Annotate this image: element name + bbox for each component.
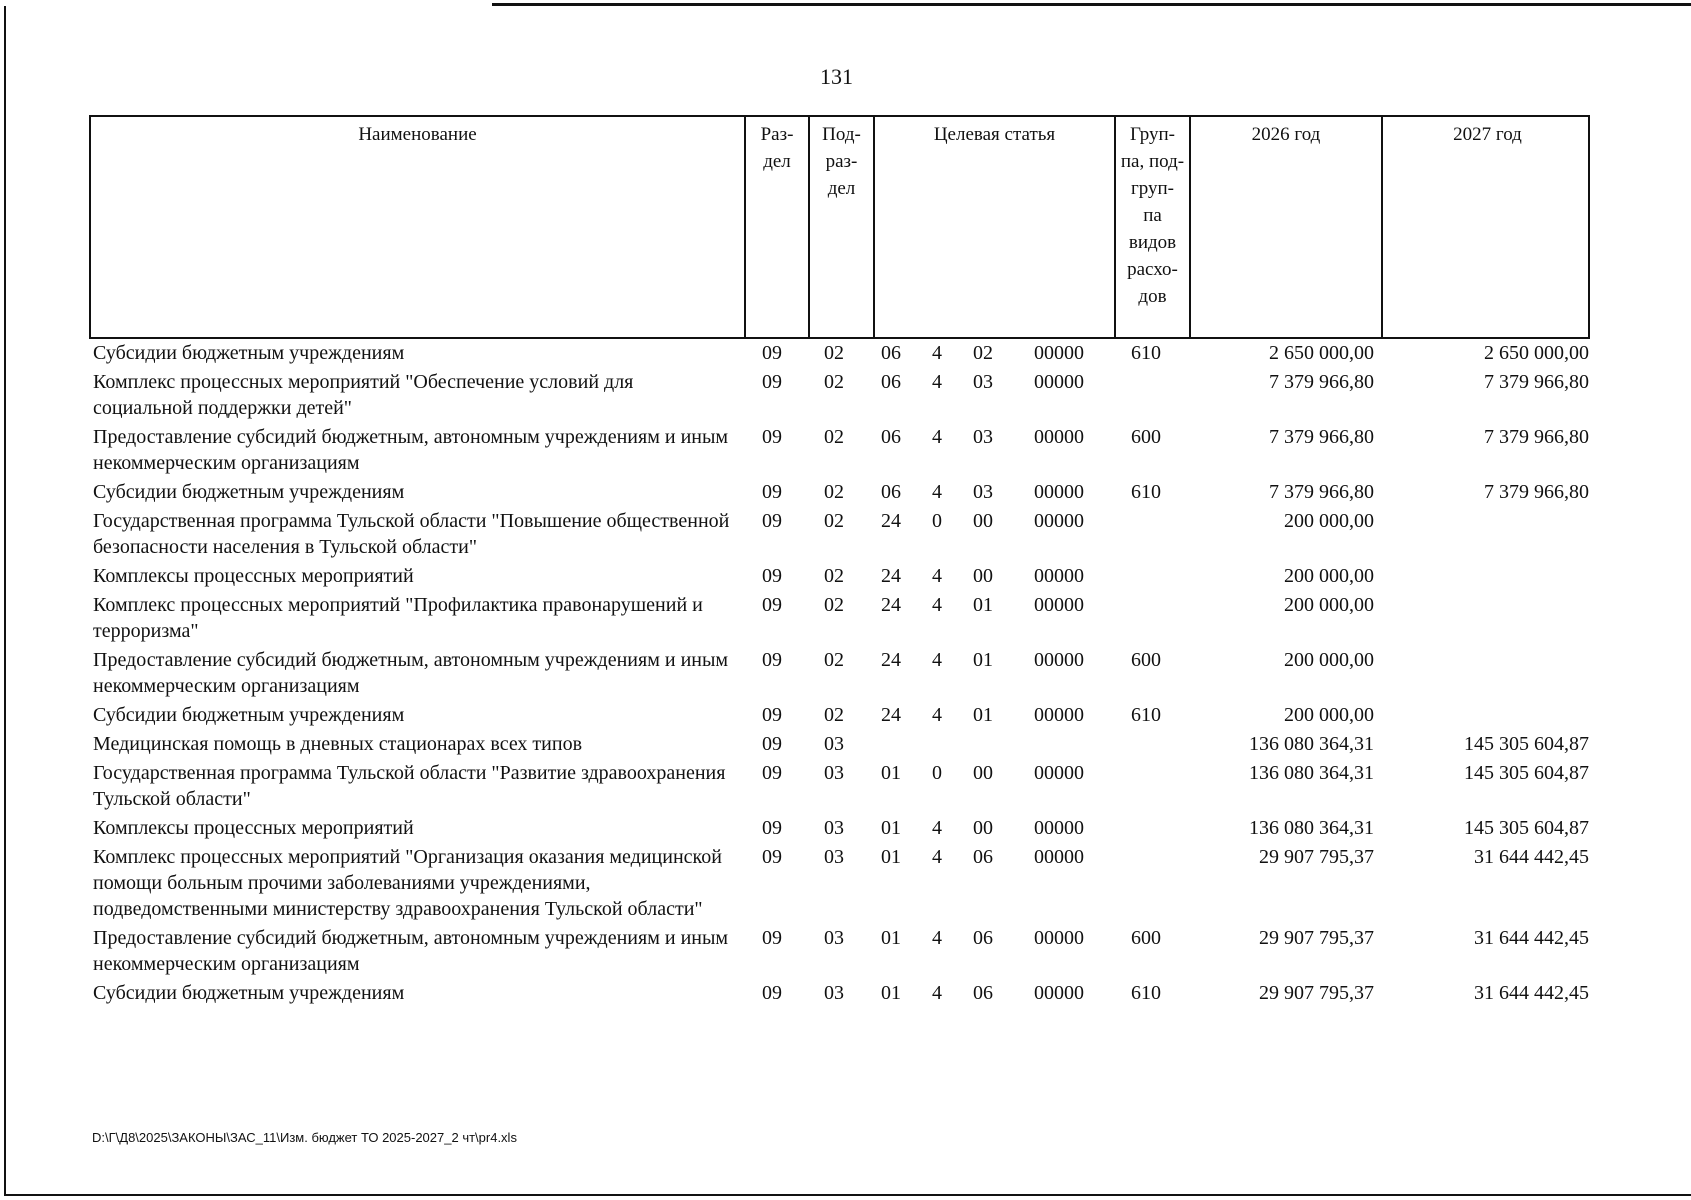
row-target-type: 4 [932,982,942,1004]
row-amount-2027: 7 379 966,80 [1484,426,1589,448]
row-target-program: 06 [881,371,901,393]
row-group: 600 [1131,927,1161,949]
row-name: Комплекс процессных мероприятий "Обеспечение условий для социальной поддержки детей" [93,371,634,419]
row-target-program: 01 [881,846,901,868]
footer-file-path: D:\Г\Д8\2025\ЗАКОНЫ\ЗАС_11\Изм. бюджет ТО 2025-2027_2 чт\pr4.xls [92,1130,517,1145]
row-target-program: 06 [881,481,901,503]
row-group: 610 [1131,704,1161,726]
row-razdel: 09 [762,704,782,726]
row-razdel: 09 [762,817,782,839]
row-amount-2026: 2 650 000,00 [1269,342,1374,364]
row-target-direction: 01 [973,594,993,616]
row-razdel: 09 [762,565,782,587]
row-target-type: 4 [932,371,942,393]
page-number: 131 [820,64,853,89]
row-amount-2027: 7 379 966,80 [1484,481,1589,503]
row-name: Комплекс процессных мероприятий "Организация оказания медицинской помощи больным прочими заболеваниями учреждениями, подведомственными министерству здравоохранения Тульской области" [93,846,722,920]
table-row [89,702,1590,731]
row-podrazdel: 03 [824,762,844,784]
row-target-code: 00000 [1034,594,1084,616]
row-razdel: 09 [762,982,782,1004]
row-amount-2026: 29 907 795,37 [1259,846,1374,868]
header-razdel: Раз- дел [744,117,808,337]
header-group: Груп- па, под- груп- па видов расхо- дов [1114,117,1189,337]
table-row [89,844,1590,925]
row-name: Субсидии бюджетным учреждениям [93,982,405,1004]
row-target-code: 00000 [1034,510,1084,532]
row-target-type: 4 [932,927,942,949]
row-target-code: 00000 [1034,371,1084,393]
table-row [89,479,1590,508]
row-target-direction: 01 [973,704,993,726]
row-amount-2027: 145 305 604,87 [1464,817,1589,839]
row-razdel: 09 [762,846,782,868]
row-target-type: 0 [932,762,942,784]
row-group: 610 [1131,481,1161,503]
header-year-2027: 2027 год [1381,117,1592,337]
row-target-code: 00000 [1034,704,1084,726]
row-amount-2026: 7 379 966,80 [1269,371,1374,393]
row-target-program: 24 [881,510,901,532]
row-razdel: 09 [762,927,782,949]
row-group: 610 [1131,982,1161,1004]
row-target-code: 00000 [1034,846,1084,868]
header-year-2026: 2026 год [1189,117,1381,337]
row-podrazdel: 02 [824,565,844,587]
table-row [89,508,1590,563]
header-podrazdel: Под- раз- дел [808,117,873,337]
row-razdel: 09 [762,371,782,393]
row-target-code: 00000 [1034,342,1084,364]
row-podrazdel: 02 [824,481,844,503]
row-target-type: 4 [932,426,942,448]
row-name: Предоставление субсидий бюджетным, автономным учреждениям и иным некоммерческим организациям [93,426,729,474]
row-target-program: 01 [881,982,901,1004]
row-amount-2026: 200 000,00 [1284,565,1374,587]
row-name: Комплекс процессных мероприятий "Профилактика правонарушений и терроризма" [93,594,703,642]
row-target-type: 4 [932,565,942,587]
row-target-direction: 06 [973,846,993,868]
row-amount-2026: 200 000,00 [1284,510,1374,532]
row-target-program: 24 [881,565,901,587]
row-group: 600 [1131,649,1161,671]
row-target-code: 00000 [1034,649,1084,671]
row-podrazdel: 02 [824,594,844,616]
row-razdel: 09 [762,342,782,364]
row-podrazdel: 03 [824,733,844,755]
row-podrazdel: 03 [824,846,844,868]
row-target-program: 24 [881,704,901,726]
row-target-code: 00000 [1034,982,1084,1004]
row-target-program: 01 [881,817,901,839]
row-amount-2027: 145 305 604,87 [1464,762,1589,784]
row-target-code: 00000 [1034,817,1084,839]
row-name: Субсидии бюджетным учреждениям [93,342,405,364]
scan-border-left [4,6,6,1196]
row-name: Государственная программа Тульской области "Повышение общественной безопасности населения в Тульской области" [93,510,730,558]
row-group: 610 [1131,342,1161,364]
table-row [89,815,1590,844]
row-target-type: 4 [932,649,942,671]
table-row [89,340,1590,369]
row-target-type: 4 [932,817,942,839]
row-podrazdel: 02 [824,426,844,448]
row-target-direction: 03 [973,371,993,393]
row-target-program: 24 [881,649,901,671]
table-row [89,424,1590,479]
row-amount-2026: 200 000,00 [1284,704,1374,726]
table-row [89,563,1590,592]
row-target-program: 24 [881,594,901,616]
row-target-program: 06 [881,426,901,448]
row-target-direction: 03 [973,481,993,503]
row-name: Субсидии бюджетным учреждениям [93,481,405,503]
row-target-direction: 02 [973,342,993,364]
row-target-direction: 00 [973,817,993,839]
row-target-type: 0 [932,510,942,532]
row-target-code: 00000 [1034,565,1084,587]
row-razdel: 09 [762,481,782,503]
row-target-direction: 00 [973,762,993,784]
row-podrazdel: 03 [824,927,844,949]
row-target-direction: 00 [973,565,993,587]
row-target-type: 4 [932,846,942,868]
row-razdel: 09 [762,510,782,532]
row-amount-2026: 7 379 966,80 [1269,481,1374,503]
row-target-type: 4 [932,342,942,364]
row-podrazdel: 02 [824,342,844,364]
table-row [89,592,1590,647]
table-row [89,647,1590,702]
row-target-code: 00000 [1034,762,1084,784]
row-amount-2026: 29 907 795,37 [1259,982,1374,1004]
table-row [89,760,1590,815]
row-amount-2026: 7 379 966,80 [1269,426,1374,448]
row-name: Субсидии бюджетным учреждениям [93,704,405,726]
row-podrazdel: 03 [824,982,844,1004]
row-target-program: 06 [881,342,901,364]
row-podrazdel: 02 [824,371,844,393]
row-target-code: 00000 [1034,426,1084,448]
row-target-direction: 03 [973,426,993,448]
row-target-direction: 06 [973,982,993,1004]
row-podrazdel: 02 [824,510,844,532]
row-podrazdel: 02 [824,649,844,671]
row-amount-2027: 2 650 000,00 [1484,342,1589,364]
row-amount-2027: 31 644 442,45 [1474,846,1589,868]
table-row [89,731,1590,760]
row-amount-2027: 31 644 442,45 [1474,982,1589,1004]
row-target-direction: 01 [973,649,993,671]
row-amount-2027: 31 644 442,45 [1474,927,1589,949]
header-name: Наименование [358,124,477,145]
row-target-type: 4 [932,481,942,503]
row-amount-2027: 145 305 604,87 [1464,733,1589,755]
row-target-type: 4 [932,704,942,726]
row-target-program: 01 [881,927,901,949]
row-amount-2026: 200 000,00 [1284,594,1374,616]
header-target-article: Целевая статья [873,117,1114,337]
row-target-direction: 06 [973,927,993,949]
scan-border-top [492,3,1691,6]
row-amount-2027: 7 379 966,80 [1484,371,1589,393]
row-target-code: 00000 [1034,481,1084,503]
row-target-direction: 00 [973,510,993,532]
row-amount-2026: 136 080 364,31 [1249,762,1374,784]
row-razdel: 09 [762,426,782,448]
row-podrazdel: 03 [824,817,844,839]
row-name: Предоставление субсидий бюджетным, автономным учреждениям и иным некоммерческим организациям [93,649,729,697]
row-name: Комплексы процессных мероприятий [93,565,414,587]
table-row [89,925,1590,980]
row-amount-2026: 136 080 364,31 [1249,733,1374,755]
row-razdel: 09 [762,733,782,755]
row-target-code: 00000 [1034,927,1084,949]
row-name: Медицинская помощь в дневных стационарах всех типов [93,733,583,755]
row-target-type: 4 [932,594,942,616]
table-row [89,369,1590,424]
row-name: Комплексы процессных мероприятий [93,817,414,839]
row-target-program: 01 [881,762,901,784]
table-row [89,980,1590,1009]
row-name: Государственная программа Тульской области "Развитие здравоохранения Тульской области" [93,762,726,810]
row-podrazdel: 02 [824,704,844,726]
row-amount-2026: 29 907 795,37 [1259,927,1374,949]
row-razdel: 09 [762,649,782,671]
scan-border-bottom [6,1194,1691,1196]
row-razdel: 09 [762,594,782,616]
row-name: Предоставление субсидий бюджетным, автономным учреждениям и иным некоммерческим организациям [93,927,729,975]
row-razdel: 09 [762,762,782,784]
row-amount-2026: 136 080 364,31 [1249,817,1374,839]
table-body [89,340,1590,1009]
row-amount-2026: 200 000,00 [1284,649,1374,671]
table-header [89,115,1590,339]
row-group: 600 [1131,426,1161,448]
